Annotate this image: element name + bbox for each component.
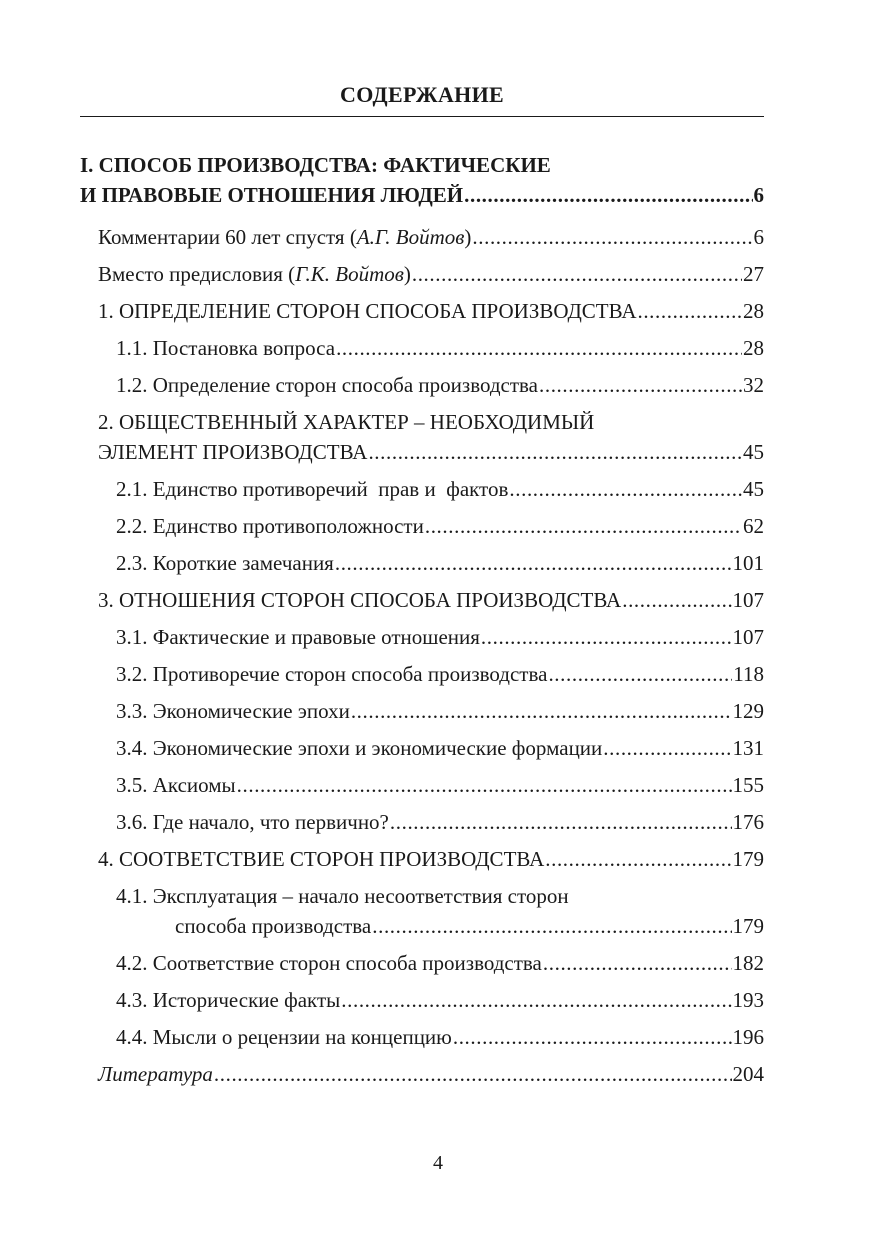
toc-entry-section-3-6[interactable] xyxy=(80,807,764,837)
toc-entry-foreword[interactable] xyxy=(80,259,764,289)
toc-entry-title: 3.2. Противоречие сторон способа производства xyxy=(116,662,548,686)
toc-page-number: 196 xyxy=(732,1025,764,1049)
leader-dots xyxy=(390,807,732,837)
toc-entry-section-2-2[interactable] xyxy=(80,511,764,541)
toc-page-number: 204 xyxy=(732,1062,764,1086)
toc-entry-section-3-3[interactable] xyxy=(80,696,764,726)
toc-entry-title-line: 2. ОБЩЕСТВЕННЫЙ ХАРАКТЕР – НЕОБХОДИМЫЙ xyxy=(98,410,595,434)
toc-page-number: 118 xyxy=(733,662,764,686)
title-rule xyxy=(80,116,764,117)
toc-entry-title: 2.1. Единство противоречий прав и фактов xyxy=(116,477,509,501)
toc-entry-title-line: ЭЛЕМЕНТ ПРОИЗВОДСТВА xyxy=(98,440,368,464)
leader-dots xyxy=(539,370,742,400)
leader-dots xyxy=(548,659,732,689)
leader-dots xyxy=(368,437,742,467)
toc-page-number: 155 xyxy=(732,773,764,797)
leader-dots xyxy=(472,222,752,252)
toc-entry-chapter-1[interactable] xyxy=(80,296,764,326)
toc-entry-title: 4.4. Мысли о рецензии на концепцию xyxy=(116,1025,452,1049)
leader-dots xyxy=(464,180,752,210)
toc-entry-title: 2.3. Короткие замечания xyxy=(116,551,334,575)
toc-entry-section-1-2[interactable] xyxy=(80,370,764,400)
toc-entry-title: 3.4. Экономические эпохи и экономические формации xyxy=(116,736,603,760)
toc-page-number: 129 xyxy=(732,699,764,723)
toc-entry-title-line: 4.1. Эксплуатация – начало несоответствия сторон xyxy=(116,884,569,908)
toc-page-number: 176 xyxy=(732,810,764,834)
leader-dots xyxy=(545,844,731,874)
table-of-contents xyxy=(80,150,764,1089)
toc-page-number: 179 xyxy=(732,914,764,938)
toc-entry-section-4-3[interactable] xyxy=(80,985,764,1015)
leader-dots xyxy=(603,733,731,763)
leader-dots xyxy=(341,985,731,1015)
toc-entry-title: 4.2. Соответствие сторон способа производства xyxy=(116,951,542,975)
page-title: СОДЕРЖАНИЕ xyxy=(340,82,504,107)
toc-page-number: 28 xyxy=(743,299,764,323)
toc-entry-section-1-1[interactable] xyxy=(80,333,764,363)
toc-entry-section-2-3[interactable] xyxy=(80,548,764,578)
toc-entry-section-4-4[interactable] xyxy=(80,1022,764,1052)
toc-page-number: 182 xyxy=(732,951,764,975)
toc-page-number: 179 xyxy=(732,847,764,871)
leader-dots xyxy=(237,770,732,800)
author-name: Г.К. Войтов xyxy=(295,262,404,286)
toc-entry-section-2-1[interactable] xyxy=(80,474,764,504)
toc-page-number: 101 xyxy=(732,551,764,575)
author-name: А.Г. Войтов xyxy=(356,225,465,249)
toc-entry-title: 3. ОТНОШЕНИЯ СТОРОН СПОСОБА ПРОИЗВОДСТВА xyxy=(98,588,622,612)
toc-entry-title: 2.2. Единство противоположности xyxy=(116,514,424,538)
toc-entry-chapter-2[interactable] xyxy=(80,407,764,467)
leader-dots xyxy=(372,911,731,941)
toc-entry-section-3-2[interactable] xyxy=(80,659,764,689)
toc-page-number: 28 xyxy=(743,336,764,360)
toc-entry-chapter-3[interactable] xyxy=(80,585,764,615)
leader-dots xyxy=(335,548,732,578)
toc-page-number: 6 xyxy=(753,225,764,249)
toc-entry-title: 3.5. Аксиомы xyxy=(116,773,236,797)
toc-page-number: 193 xyxy=(732,988,764,1012)
toc-entry-title: 3.6. Где начало, что первично? xyxy=(116,810,389,834)
title-prefix: Комментарии 60 лет спустя ( xyxy=(98,225,357,249)
toc-entry-title: 3.3. Экономические эпохи xyxy=(116,699,350,723)
toc-page-number: 27 xyxy=(743,262,764,286)
toc-page-number: 45 xyxy=(743,477,764,501)
page-number: 4 xyxy=(433,1152,443,1174)
toc-entry-section-3-4[interactable] xyxy=(80,733,764,763)
toc-entry-title: 1. ОПРЕДЕЛЕНИЕ СТОРОН СПОСОБА ПРОИЗВОДСТВА xyxy=(98,299,637,323)
title-suffix: ) xyxy=(403,262,411,286)
leader-dots xyxy=(336,333,742,363)
toc-entry-title: 3.1. Фактические и правовые отношения xyxy=(116,625,480,649)
toc-entry-title: 1.2. Определение сторон способа производства xyxy=(116,373,538,397)
toc-entry-chapter-4[interactable] xyxy=(80,844,764,874)
toc-page-number: 107 xyxy=(732,588,764,612)
toc-entry-title xyxy=(98,259,411,289)
toc-entry-title-line: I. СПОСОБ ПРОИЗВОДСТВА: ФАКТИЧЕСКИЕ xyxy=(80,153,551,177)
toc-entry-section-4-1[interactable] xyxy=(80,881,764,941)
toc-page-number: 131 xyxy=(732,736,764,760)
toc-entry-title-line: И ПРАВОВЫЕ ОТНОШЕНИЯ ЛЮДЕЙ xyxy=(80,183,464,207)
leader-dots xyxy=(481,622,732,652)
toc-page-number: 6 xyxy=(753,183,764,207)
toc-page-number: 32 xyxy=(743,373,764,397)
leader-dots xyxy=(622,585,731,615)
leader-dots xyxy=(351,696,732,726)
toc-entry-literature[interactable] xyxy=(80,1059,764,1089)
leader-dots xyxy=(453,1022,732,1052)
leader-dots xyxy=(543,948,732,978)
toc-page-number: 45 xyxy=(743,440,764,464)
toc-entry-comments[interactable] xyxy=(80,222,764,252)
toc-entry-title: 4. СООТВЕТСТВИЕ СТОРОН ПРОИЗВОДСТВА xyxy=(98,847,545,871)
leader-dots xyxy=(425,511,742,541)
title-prefix: Вместо предисловия ( xyxy=(98,262,296,286)
toc-entry-section-4-2[interactable] xyxy=(80,948,764,978)
toc-entry-section-3-5[interactable] xyxy=(80,770,764,800)
toc-entry-section-3-1[interactable] xyxy=(80,622,764,652)
toc-entry-title xyxy=(98,222,471,252)
toc-entry-title: 1.1. Постановка вопроса xyxy=(116,336,336,360)
title-suffix: ) xyxy=(464,225,472,249)
leader-dots xyxy=(214,1059,732,1089)
leader-dots xyxy=(637,296,742,326)
toc-page-number: 107 xyxy=(732,625,764,649)
toc-page-number: 62 xyxy=(743,514,764,538)
toc-entry-title-line: способа производства xyxy=(175,914,372,938)
toc-entry-title: Литература xyxy=(98,1062,213,1086)
leader-dots xyxy=(412,259,742,289)
toc-entry-part-1[interactable] xyxy=(80,150,764,210)
leader-dots xyxy=(509,474,742,504)
toc-entry-title: 4.3. Исторические факты xyxy=(116,988,341,1012)
